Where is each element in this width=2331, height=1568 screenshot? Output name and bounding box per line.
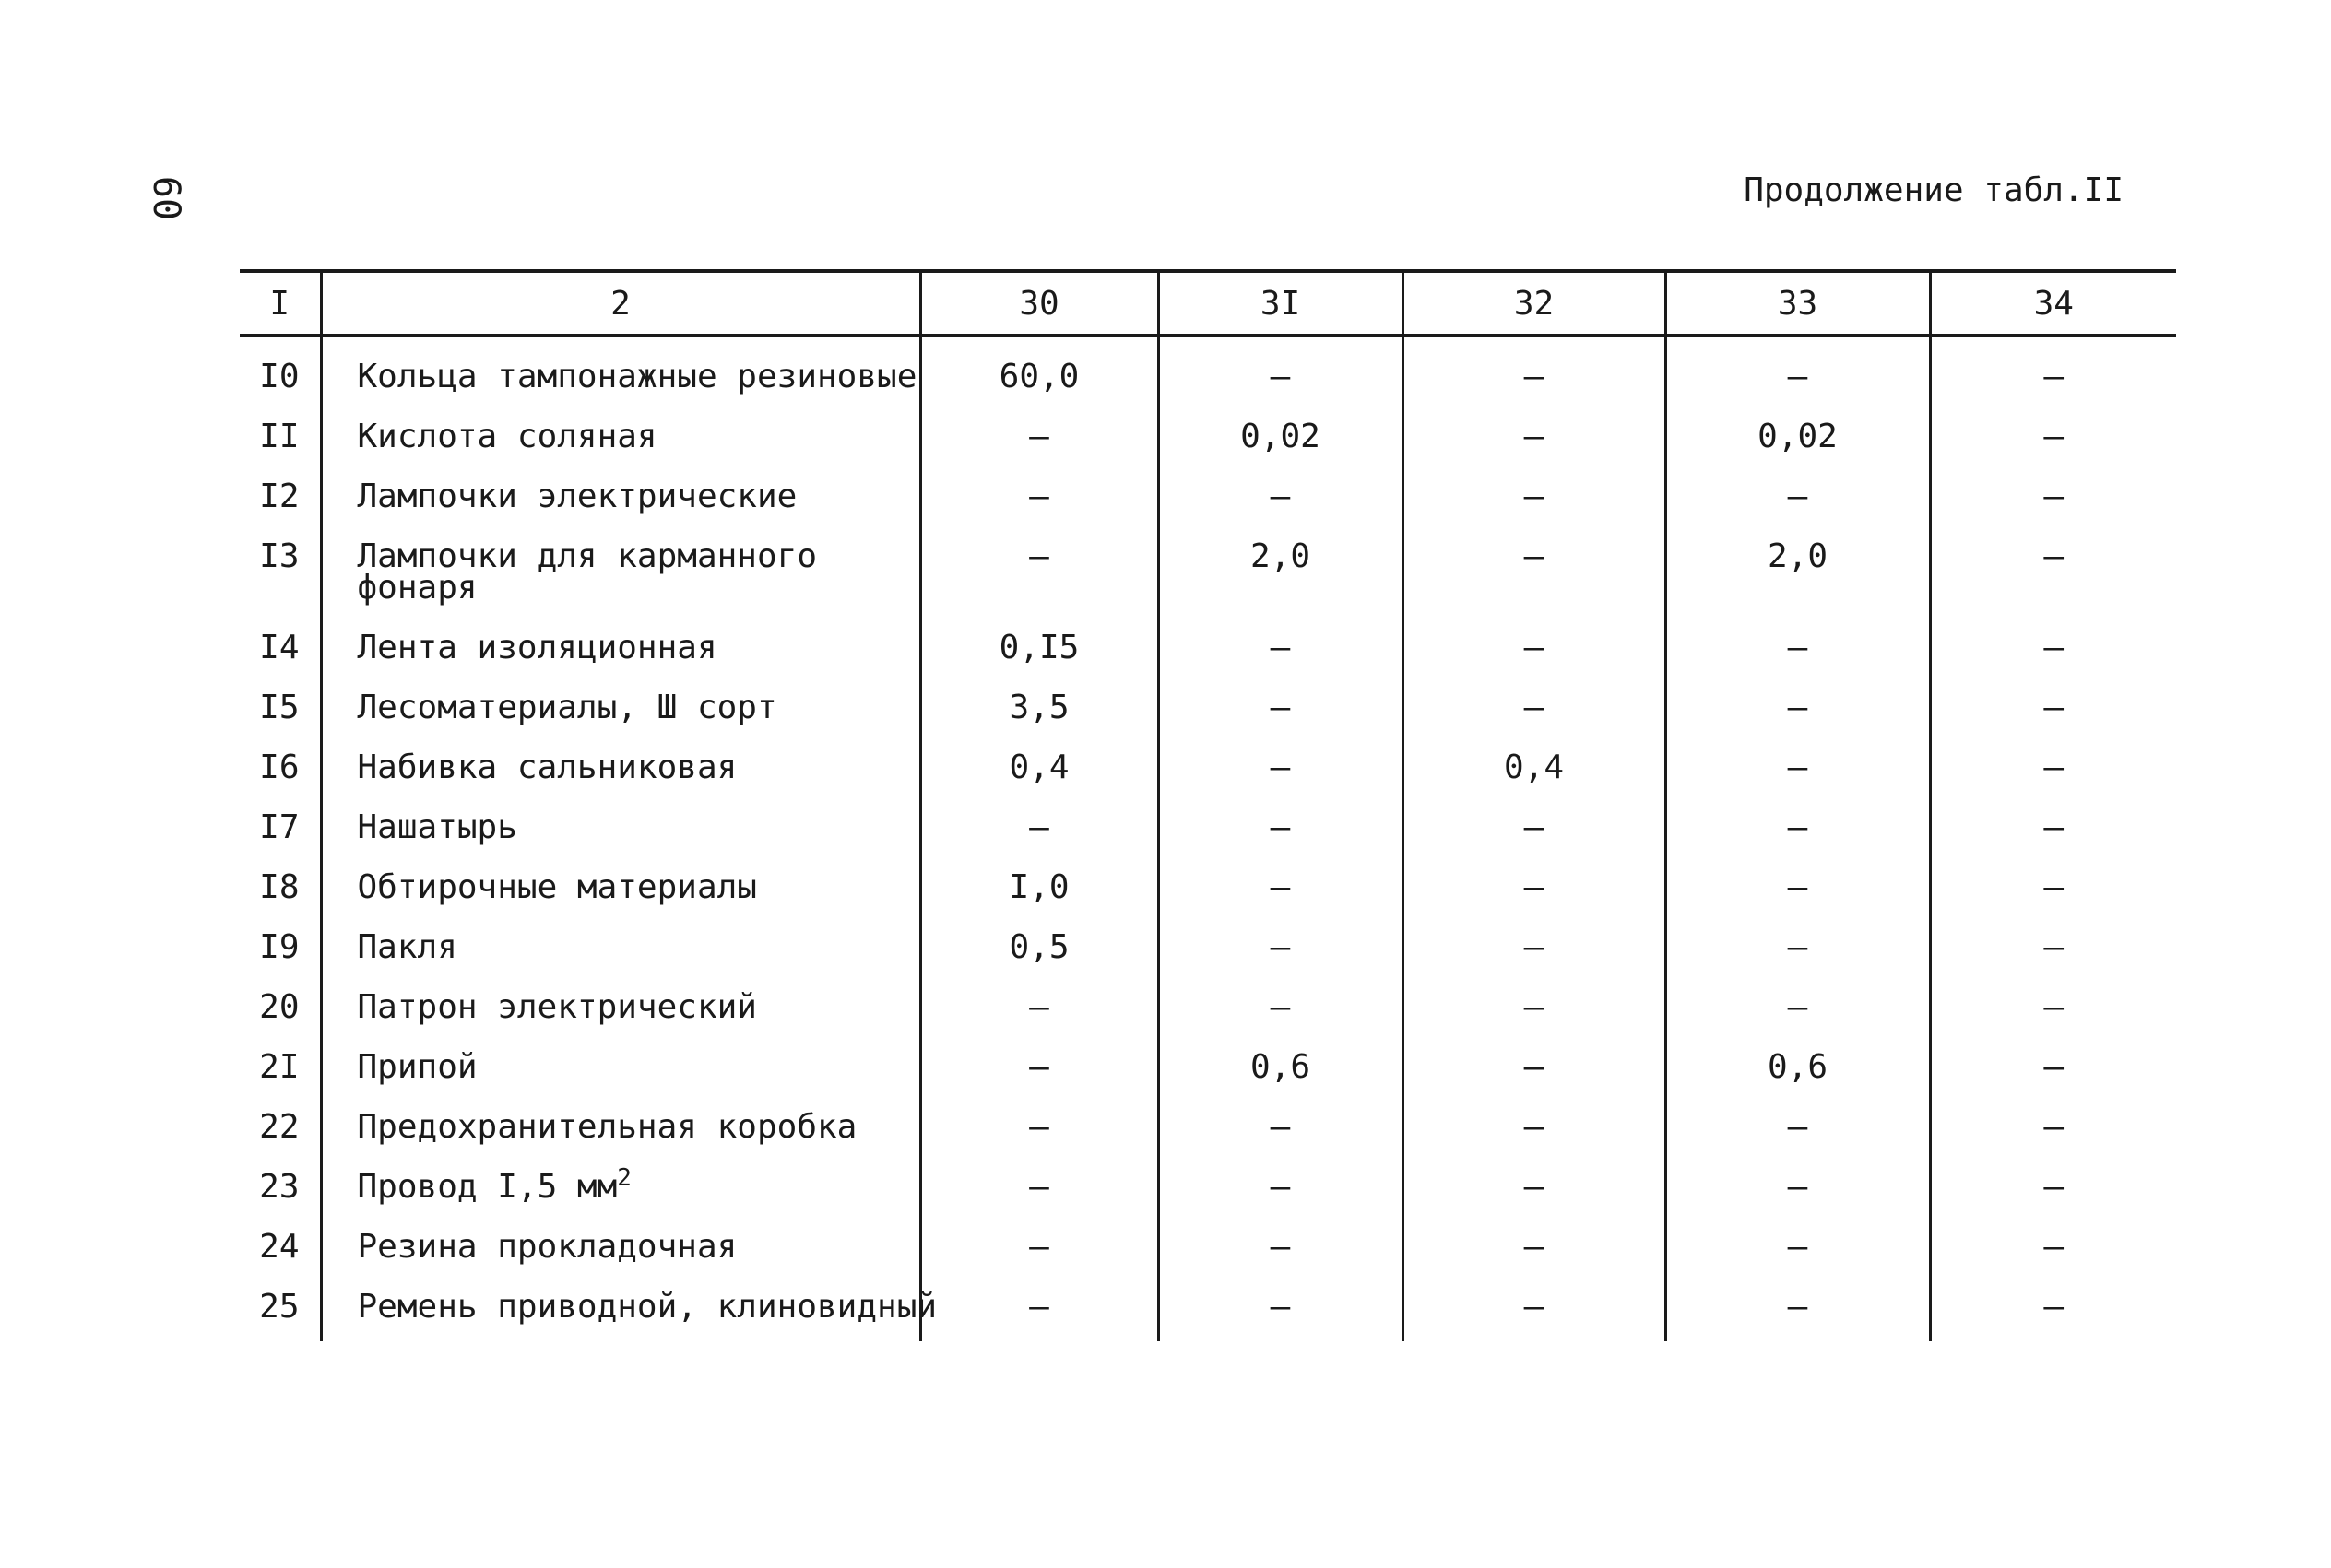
value-col-33: 2,0 xyxy=(1665,524,1930,615)
value-col-34: – xyxy=(1930,524,2176,615)
value-col-30: – xyxy=(920,464,1158,524)
value-col-32: – xyxy=(1402,524,1665,615)
value-col-30: – xyxy=(920,1094,1158,1154)
material-name xyxy=(321,1274,938,1341)
table-row xyxy=(240,1154,2176,1214)
value-col-34: – xyxy=(1930,914,2176,974)
value-col-30: – xyxy=(920,1274,1158,1341)
value-col-32: – xyxy=(1402,974,1665,1034)
row-number: I9 xyxy=(259,928,300,966)
row-number: I5 xyxy=(259,689,300,726)
value-col-32: – xyxy=(1402,404,1665,464)
header-row xyxy=(240,271,2176,336)
value-col-30: – xyxy=(920,795,1158,855)
table-row xyxy=(240,464,2176,524)
table-row xyxy=(240,675,2176,735)
materials-table xyxy=(240,269,2176,1341)
material-name-text: Обтирочные материалы xyxy=(357,868,757,906)
value-col-32: – xyxy=(1402,1094,1665,1154)
value-col-32: – xyxy=(1402,1154,1665,1214)
material-name-text: Кольца тампонажные резиновые xyxy=(357,358,917,395)
material-name-text: Резина прокладочная xyxy=(357,1228,738,1266)
value-col-32: 0,4 xyxy=(1402,735,1665,795)
value-col-32: – xyxy=(1402,1274,1665,1341)
value-col-34: – xyxy=(1930,1154,2176,1214)
table-header xyxy=(240,271,2176,336)
table-row xyxy=(240,1274,2176,1341)
material-name-text: Кислота соляная xyxy=(357,418,657,455)
row-number: 2I xyxy=(259,1048,300,1086)
row-number: 23 xyxy=(259,1168,300,1206)
value-col-31: – xyxy=(1158,1154,1402,1214)
material-name xyxy=(321,464,920,524)
value-col-33: – xyxy=(1665,1214,1930,1274)
material-name-text: Лампочки для карманного xyxy=(357,537,817,575)
unit-superscript: 2 xyxy=(617,1164,632,1192)
table-row xyxy=(240,1034,2176,1094)
value-col-33: – xyxy=(1665,1274,1930,1341)
material-name-text: Ремень приводной, клиновидный xyxy=(357,1288,938,1326)
table-row xyxy=(240,855,2176,914)
value-col-31: – xyxy=(1158,1094,1402,1154)
table-row xyxy=(240,735,2176,795)
value-col-33: – xyxy=(1665,615,1930,675)
row-number: 20 xyxy=(259,988,300,1026)
value-col-33: 0,6 xyxy=(1665,1034,1930,1094)
header-col-1: I xyxy=(240,271,321,336)
value-col-33: – xyxy=(1665,464,1930,524)
header-col-31: 3I xyxy=(1158,271,1402,336)
row-number: I7 xyxy=(259,808,300,846)
material-name xyxy=(321,404,920,464)
row-number: 25 xyxy=(259,1288,300,1326)
table-row xyxy=(240,404,2176,464)
value-col-32: – xyxy=(1402,795,1665,855)
row-number: I6 xyxy=(259,749,300,786)
material-name-text: Лампочки электрические xyxy=(357,477,798,515)
value-col-34: – xyxy=(1930,1034,2176,1094)
table-row xyxy=(240,914,2176,974)
value-col-32: – xyxy=(1402,615,1665,675)
material-name xyxy=(321,1154,920,1214)
value-col-34: – xyxy=(1930,735,2176,795)
header-col-30: 30 xyxy=(920,271,1158,336)
value-col-31: – xyxy=(1158,974,1402,1034)
value-col-31: 0,6 xyxy=(1158,1034,1402,1094)
table-row xyxy=(240,795,2176,855)
material-name-text: Лента изоляционная xyxy=(357,629,717,666)
value-col-32: – xyxy=(1402,464,1665,524)
value-col-31: – xyxy=(1158,615,1402,675)
page-number: 60 xyxy=(145,175,187,221)
table-body xyxy=(240,336,2176,1341)
value-col-34: – xyxy=(1930,615,2176,675)
material-name xyxy=(321,914,920,974)
material-name xyxy=(321,615,920,675)
table-row xyxy=(240,974,2176,1034)
material-name-text: Припой xyxy=(357,1048,478,1086)
value-col-30: 0,5 xyxy=(920,914,1158,974)
value-col-30: – xyxy=(920,1034,1158,1094)
material-name-text: Пакля xyxy=(357,928,457,966)
material-name-text: Провод I,5 мм xyxy=(357,1168,618,1206)
value-col-31: 2,0 xyxy=(1158,524,1402,615)
row-number: I8 xyxy=(259,868,300,906)
value-col-30: 3,5 xyxy=(920,675,1158,735)
material-name xyxy=(321,1034,920,1094)
table-row xyxy=(240,1214,2176,1274)
value-col-32: – xyxy=(1402,675,1665,735)
material-name-text: Лесоматериалы, Ш сорт xyxy=(357,689,777,726)
value-col-30: – xyxy=(920,404,1158,464)
material-name xyxy=(321,974,920,1034)
value-col-34: – xyxy=(1930,1094,2176,1154)
value-col-31: – xyxy=(1158,1214,1402,1274)
value-col-33: – xyxy=(1665,336,1930,404)
row-number: II xyxy=(259,418,300,455)
value-col-32: – xyxy=(1402,1034,1665,1094)
header-col-34: 34 xyxy=(1930,271,2176,336)
table-row xyxy=(240,336,2176,404)
value-col-30: 0,I5 xyxy=(920,615,1158,675)
value-col-32: – xyxy=(1402,914,1665,974)
value-col-33: 0,02 xyxy=(1665,404,1930,464)
value-col-32: – xyxy=(1402,1214,1665,1274)
value-col-32: – xyxy=(1402,855,1665,914)
material-name-text: Нашатырь xyxy=(357,808,517,846)
value-col-31: – xyxy=(1158,464,1402,524)
material-name xyxy=(321,795,920,855)
value-col-32: – xyxy=(1402,336,1665,404)
value-col-33: – xyxy=(1665,675,1930,735)
material-name-text: Патрон электрический xyxy=(357,988,757,1026)
header-col-32: 32 xyxy=(1402,271,1665,336)
value-col-33: – xyxy=(1665,1154,1930,1214)
value-col-34: – xyxy=(1930,974,2176,1034)
table-caption: Продолжение табл.II xyxy=(1744,171,2124,209)
value-col-31: – xyxy=(1158,914,1402,974)
value-col-33: – xyxy=(1665,855,1930,914)
row-number: I4 xyxy=(259,629,300,666)
material-name-text: Предохранительная коробка xyxy=(357,1108,858,1146)
value-col-34: – xyxy=(1930,336,2176,404)
value-col-33: – xyxy=(1665,1094,1930,1154)
table-row xyxy=(240,524,2176,615)
row-number: I2 xyxy=(259,477,300,515)
value-col-31: – xyxy=(1158,735,1402,795)
materials-table-container xyxy=(240,269,2176,1341)
value-col-30: 60,0 xyxy=(920,336,1158,404)
value-col-33: – xyxy=(1665,974,1930,1034)
value-col-34: – xyxy=(1930,675,2176,735)
row-number: 22 xyxy=(259,1108,300,1146)
value-col-33: – xyxy=(1665,735,1930,795)
header-col-2: 2 xyxy=(321,271,920,336)
value-col-30: – xyxy=(920,974,1158,1034)
row-number: 24 xyxy=(259,1228,300,1266)
value-col-30: – xyxy=(920,1214,1158,1274)
value-col-34: – xyxy=(1930,404,2176,464)
value-col-31: – xyxy=(1158,675,1402,735)
value-col-30: I,0 xyxy=(920,855,1158,914)
value-col-30: – xyxy=(920,1154,1158,1214)
material-name-line2: фонаря xyxy=(357,569,478,607)
header-col-33: 33 xyxy=(1665,271,1930,336)
value-col-33: – xyxy=(1665,914,1930,974)
value-col-31: 0,02 xyxy=(1158,404,1402,464)
value-col-33: – xyxy=(1665,795,1930,855)
value-col-30: 0,4 xyxy=(920,735,1158,795)
row-number: I3 xyxy=(259,537,300,575)
value-col-34: – xyxy=(1930,1274,2176,1341)
table-row xyxy=(240,1094,2176,1154)
value-col-30: – xyxy=(920,524,1158,615)
material-name xyxy=(321,855,920,914)
material-name xyxy=(321,524,920,615)
value-col-34: – xyxy=(1930,855,2176,914)
value-col-31: – xyxy=(1158,1274,1402,1341)
table-row xyxy=(240,615,2176,675)
value-col-31: – xyxy=(1158,336,1402,404)
value-col-31: – xyxy=(1158,795,1402,855)
material-name-text: Набивка сальниковая xyxy=(357,749,738,786)
row-number: I0 xyxy=(259,358,300,395)
value-col-34: – xyxy=(1930,1214,2176,1274)
value-col-31: – xyxy=(1158,855,1402,914)
material-name xyxy=(321,735,920,795)
material-name xyxy=(321,1094,920,1154)
value-col-34: – xyxy=(1930,795,2176,855)
material-name xyxy=(321,1214,920,1274)
material-name xyxy=(321,336,920,404)
material-name xyxy=(321,675,920,735)
value-col-34: – xyxy=(1930,464,2176,524)
